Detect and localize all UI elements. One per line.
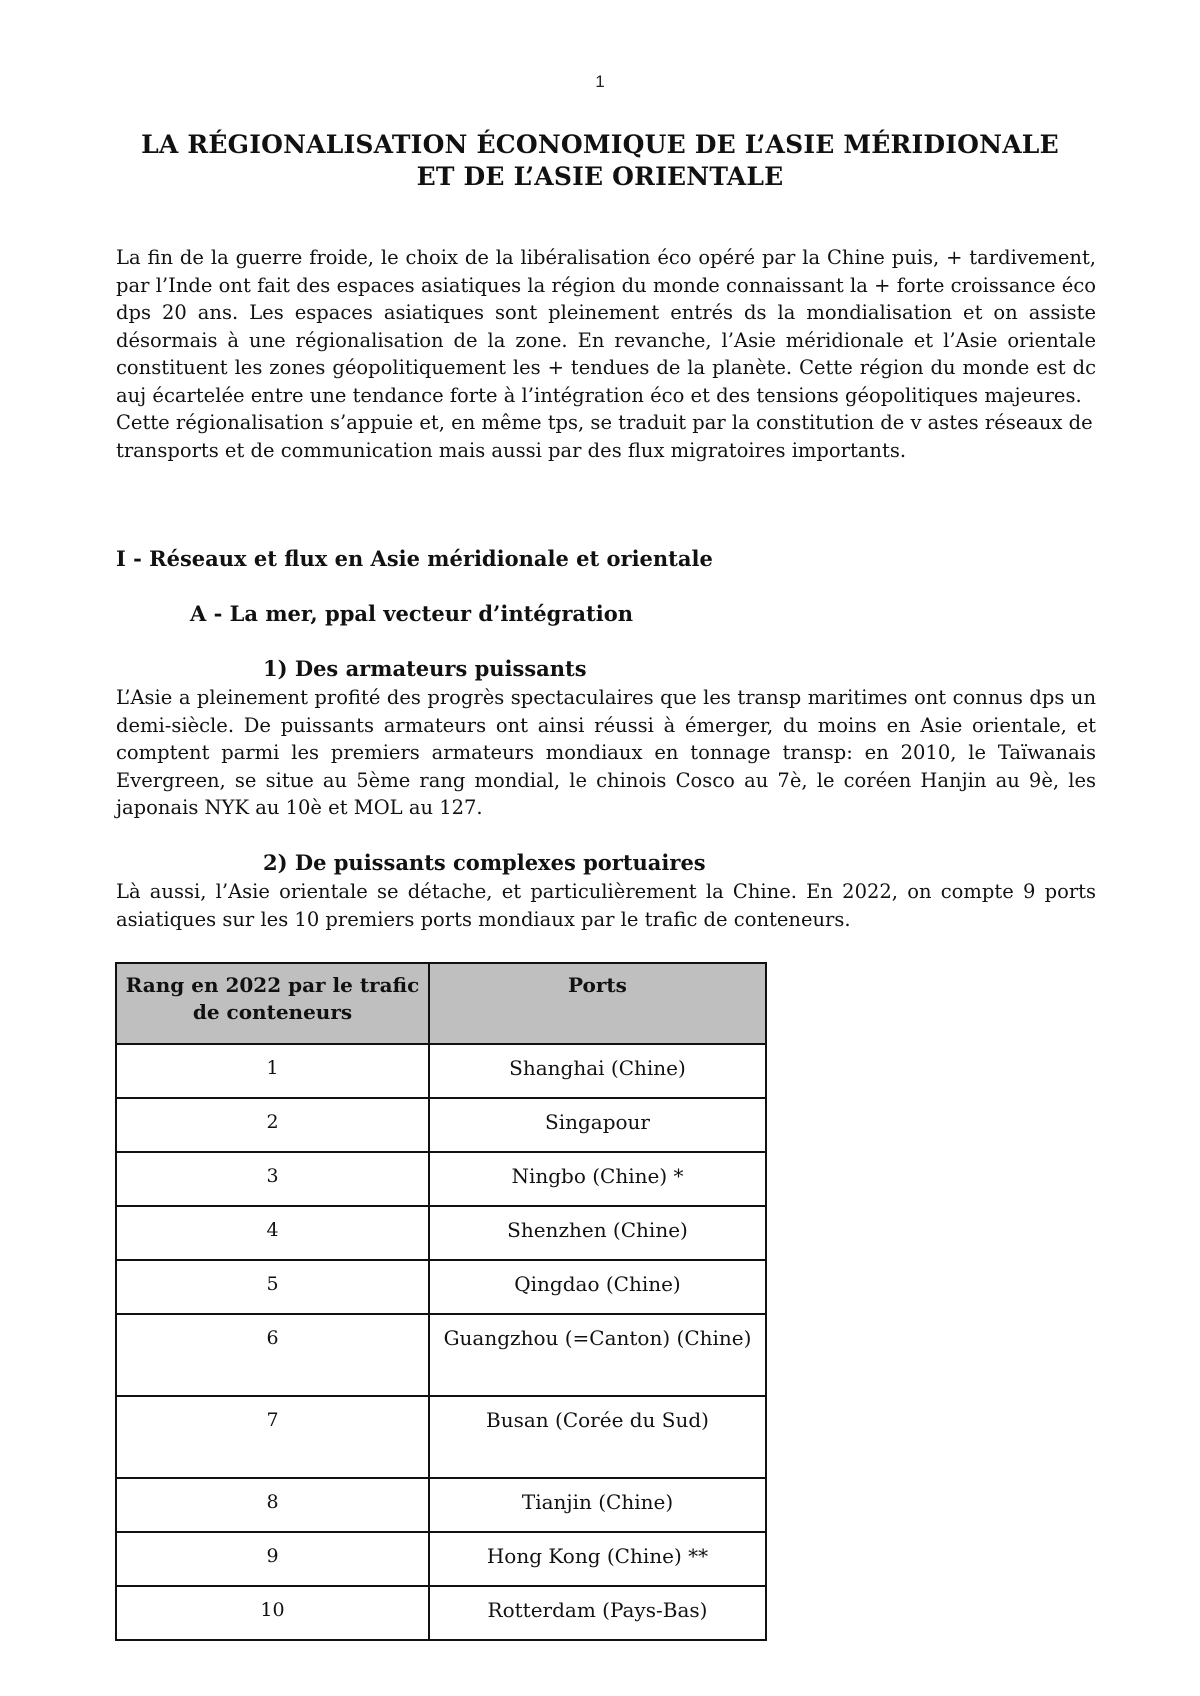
table-row	[116, 1206, 766, 1260]
intro-paragraph-2: Cette régionalisation s’appuie et, en même tps, se traduit par la constitution de v astes réseaux de transports et de communication mais aussi par des flux migratoires importants.	[116, 411, 1093, 462]
header-rank: Rang en 2022 par le trafic de conteneurs	[116, 963, 429, 1044]
point-2-text: Là aussi, l’Asie orientale se détache, et particulièrement la Chine. En 2022, on compte 9 ports asiatiques sur les 10 premiers ports mondiaux par le trafic de conteneurs.	[116, 880, 1096, 931]
title-line-1: LA RÉGIONALISATION ÉCONOMIQUE DE L’ASIE MÉRIDIONALE	[141, 129, 1059, 159]
rank-cell: 4	[116, 1206, 429, 1260]
rank-cell: 6	[116, 1314, 429, 1396]
rank-cell: 3	[116, 1152, 429, 1206]
rank-cell: 8	[116, 1478, 429, 1532]
rank-cell: 7	[116, 1396, 429, 1478]
rank-cell: 9	[116, 1532, 429, 1586]
table-row	[116, 1586, 766, 1640]
rank-cell: 2	[116, 1098, 429, 1152]
port-cell: Busan (Corée du Sud)	[429, 1396, 766, 1478]
port-cell: Singapour	[429, 1098, 766, 1152]
port-cell: Rotterdam (Pays-Bas)	[429, 1586, 766, 1640]
table-row	[116, 1396, 766, 1478]
intro-paragraph-1: La fin de la guerre froide, le choix de la libéralisation éco opéré par la Chine puis, + tardivement, par l’Inde ont fait des espaces asiatiques la région du monde connaissant la + forte croissance éco dps 20 ans. Les espaces asiatiques sont pleinement entrés ds la mondialisation et on assiste désormais à une régionalisation de la zone. En revanche, l’Asie méridionale et l’Asie orientale constituent les zones géopolitiquement les + tendues de la planète. Cette région du monde est dc auj écartelée entre une tendance forte à l’intégration éco et des tensions géopolitiques majeures.	[116, 246, 1096, 407]
table-row	[116, 1152, 766, 1206]
point-1-heading: 1) Des armateurs puissants	[263, 656, 587, 681]
port-cell: Tianjin (Chine)	[429, 1478, 766, 1532]
rank-cell: 5	[116, 1260, 429, 1314]
page-number: 1	[595, 72, 605, 91]
port-cell: Qingdao (Chine)	[429, 1260, 766, 1314]
header-ports: Ports	[429, 963, 766, 1044]
port-cell: Guangzhou (=Canton) (Chine)	[429, 1314, 766, 1396]
point-1-text: L’Asie a pleinement profité des progrès spectaculaires que les transp maritimes ont connus dps un demi-siècle. De puissants armateurs ont ainsi réussi à émerger, du moins en Asie orientale, et comptent parmi les premiers armateurs mondiaux en tonnage transp: en 2010, le Taïwanais Evergreen, se situe au 5ème rang mondial, le chinois Cosco au 7è, le coréen Hanjin au 9è, les japonais NYK au 10è et MOL au 127.	[116, 686, 1096, 819]
port-cell: Ningbo (Chine) *	[429, 1152, 766, 1206]
port-cell: Hong Kong (Chine) **	[429, 1532, 766, 1586]
table-header-row	[116, 963, 766, 1044]
rank-cell: 10	[116, 1586, 429, 1640]
table-row	[116, 1098, 766, 1152]
ports-table	[115, 962, 767, 1641]
introduction	[116, 244, 1096, 464]
table-row	[116, 1044, 766, 1098]
title-line-2: ET DE L’ASIE ORIENTALE	[416, 161, 784, 191]
document-title	[110, 129, 1090, 193]
table-row	[116, 1314, 766, 1396]
subsection-a-heading: A - La mer, ppal vecteur d’intégration	[190, 601, 633, 626]
table-row	[116, 1260, 766, 1314]
table-row	[116, 1478, 766, 1532]
port-cell: Shenzhen (Chine)	[429, 1206, 766, 1260]
section-1-heading: I - Réseaux et flux en Asie méridionale et orientale	[116, 546, 713, 571]
table-row	[116, 1532, 766, 1586]
rank-cell: 1	[116, 1044, 429, 1098]
port-cell: Shanghai (Chine)	[429, 1044, 766, 1098]
point-2-heading: 2) De puissants complexes portuaires	[263, 850, 706, 875]
